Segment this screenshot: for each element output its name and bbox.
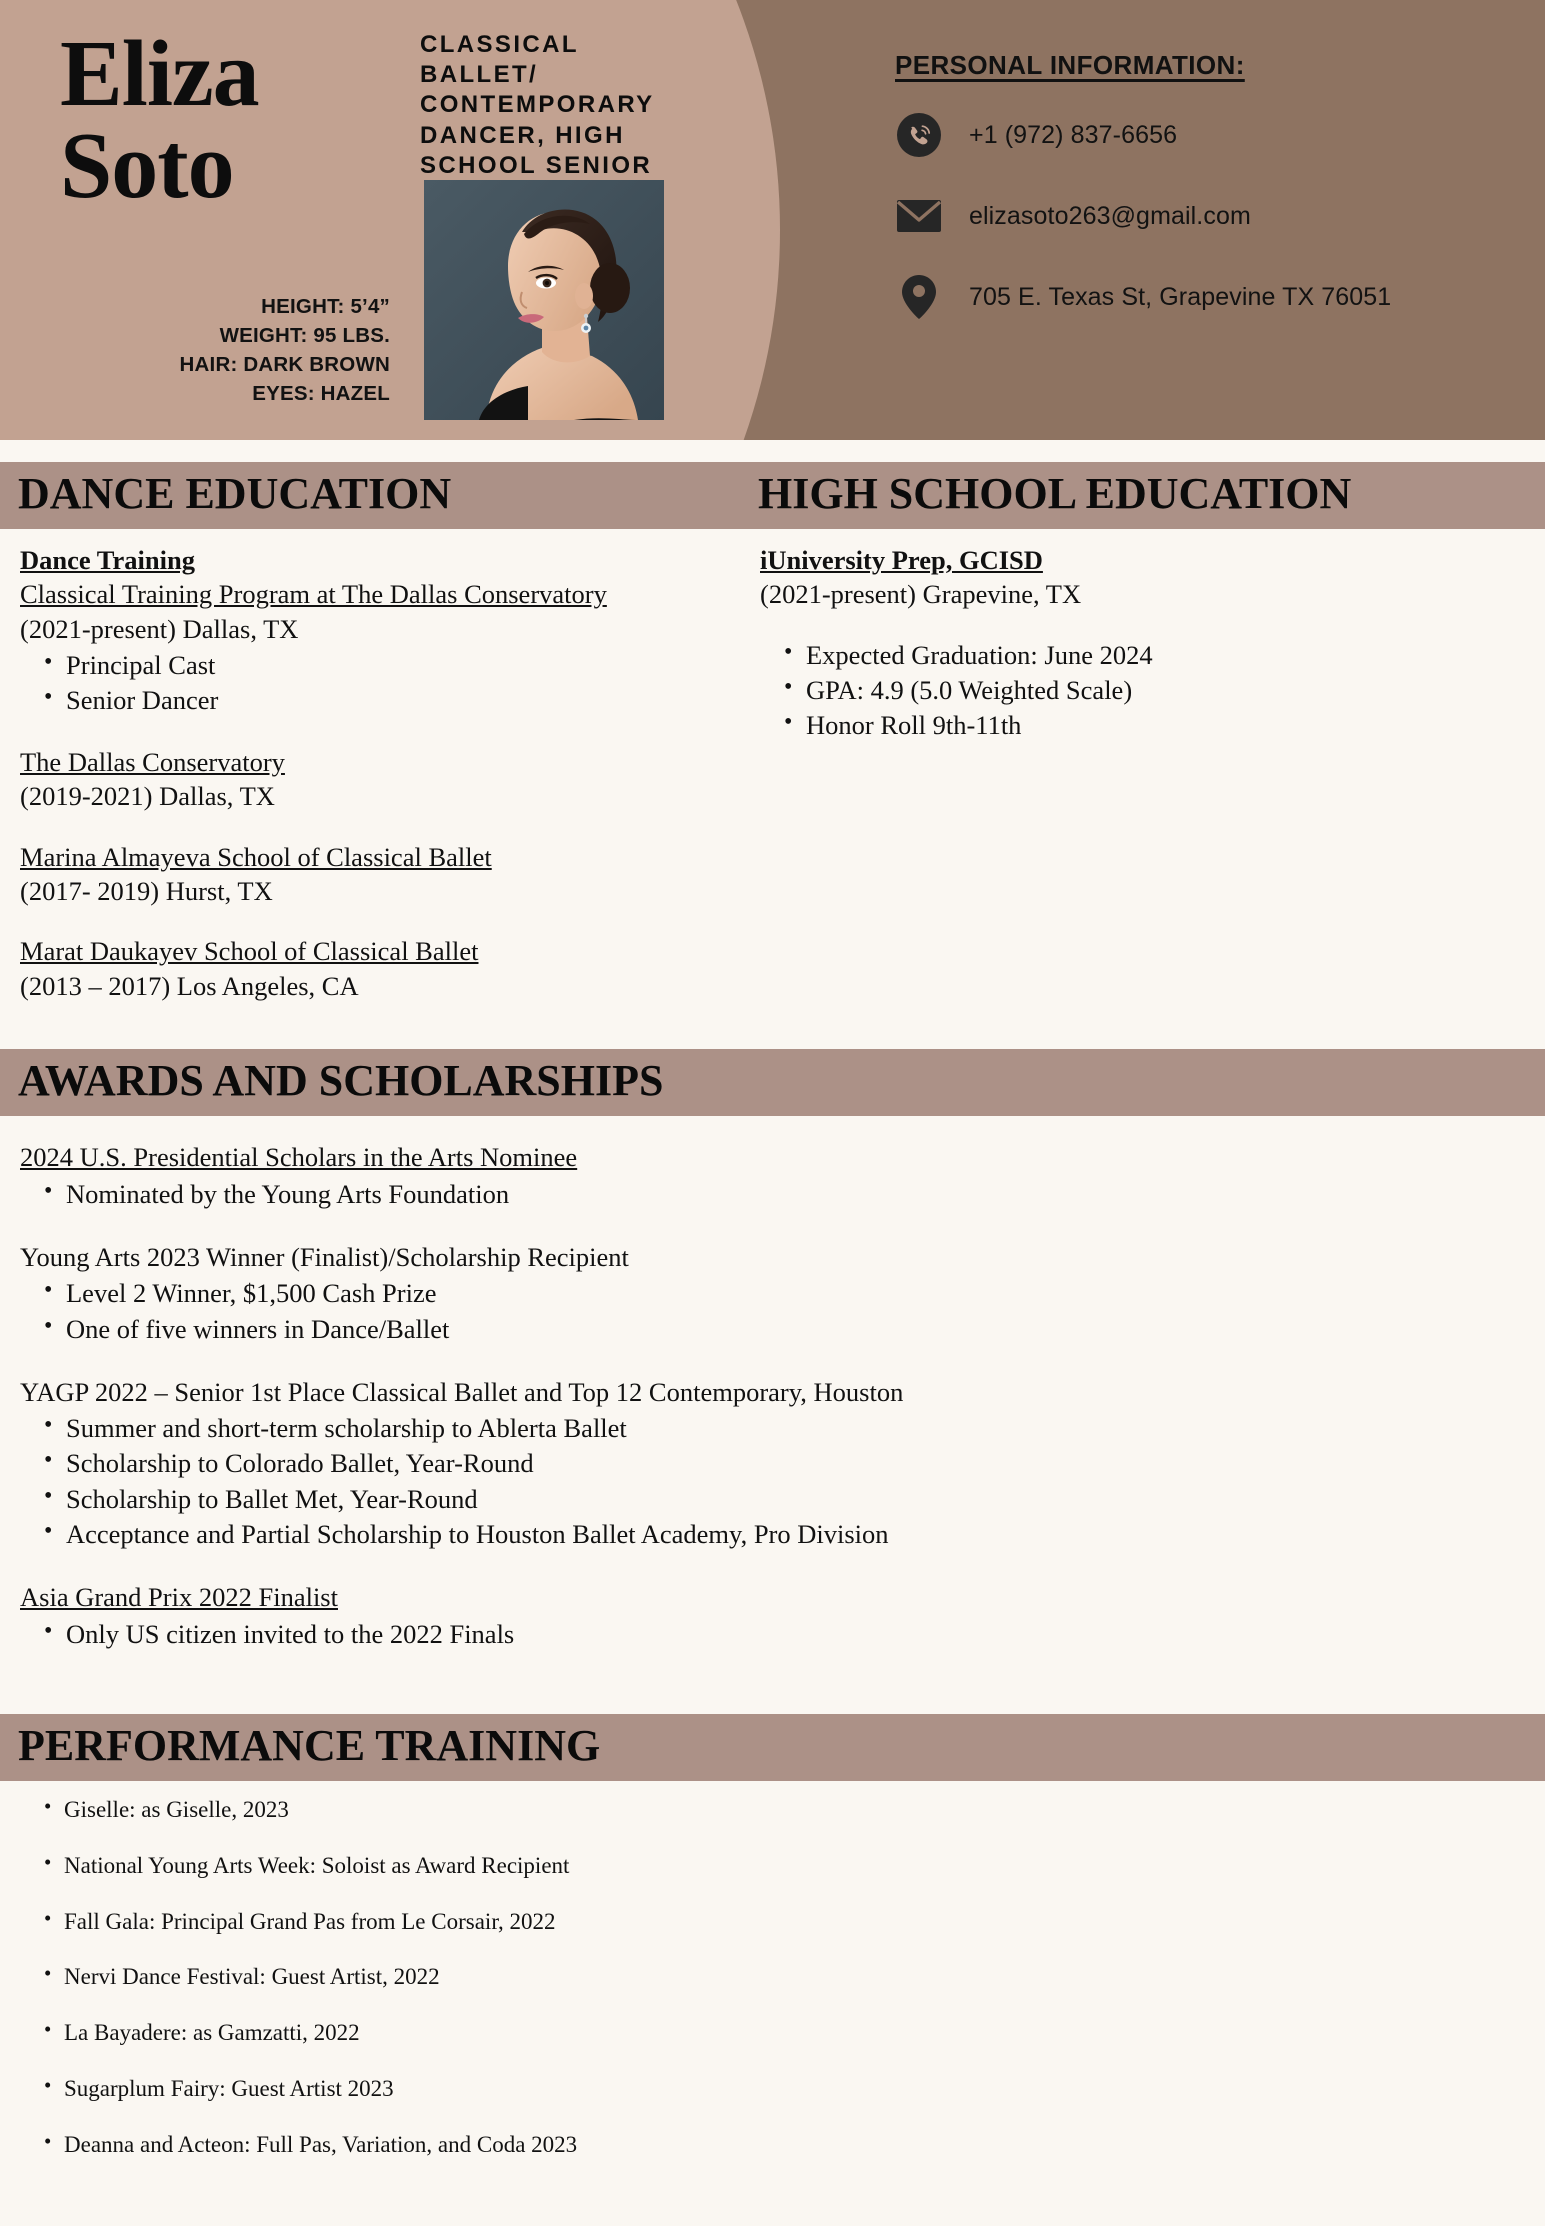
- email-icon: [895, 192, 943, 240]
- education-section-bars: [0, 462, 1545, 529]
- spacer-before-performance: [0, 1652, 1545, 1714]
- dance-entry-detail: (2021-present) Dallas, TX: [20, 613, 299, 644]
- high-school-name: iUniversity Prep, GCISD: [760, 544, 1043, 575]
- street-address: 705 E. Texas St, Grapevine TX 76051: [969, 282, 1392, 311]
- email-address: elizasoto263@gmail.com: [969, 201, 1251, 230]
- award-group: [20, 1580, 1525, 1652]
- stat-weight: WEIGHT: 95 LBS.: [219, 324, 390, 348]
- award-bullets: [20, 1411, 1525, 1552]
- dance-entry-school: Marina Almayeva School of Classical Ballet: [20, 841, 492, 872]
- list-item: • Sugarplum Fairy: Guest Artist 2023: [20, 2074, 1525, 2104]
- list-item: • Deanna and Acteon: Full Pas, Variation, and Coda 2023: [20, 2130, 1525, 2160]
- list-item: • Scholarship to Colorado Ballet, Year-Round: [20, 1446, 1525, 1481]
- award-heading: Asia Grand Prix 2022 Finalist: [20, 1582, 338, 1613]
- list-item: • Fall Gala: Principal Grand Pas from Le Corsair, 2022: [20, 1907, 1525, 1937]
- location-pin-icon: [895, 273, 943, 321]
- award-heading: 2024 U.S. Presidential Scholars in the Arts Nominee: [20, 1142, 578, 1173]
- high-school-education-title: HIGH SCHOOL EDUCATION: [758, 469, 1352, 518]
- resume-header: [0, 0, 1545, 440]
- list-item: • Only US citizen invited to the 2022 Finals: [20, 1617, 1525, 1652]
- dance-entry-detail: (2017- 2019) Hurst, TX: [20, 876, 273, 906]
- dance-entry-school: The Dallas Conservatory: [20, 746, 285, 777]
- award-group: [20, 1375, 1525, 1552]
- personal-information-title: PERSONAL INFORMATION:: [895, 50, 1245, 80]
- spacer-before-awards: [0, 1003, 1545, 1049]
- list-item: • Nervi Dance Festival: Guest Artist, 2022: [20, 1962, 1525, 1992]
- dance-entry-school: Classical Training Program at The Dallas Conservatory: [20, 579, 607, 610]
- dance-education-content: [0, 543, 740, 1003]
- award-bullets: [20, 1617, 1525, 1652]
- awards-section-bar: [0, 1049, 1545, 1116]
- high-school-detail: (2021-present) Grapevine, TX: [760, 579, 1082, 610]
- high-school-education-content: [740, 543, 1545, 1003]
- list-item: • La Bayadere: as Gamzatti, 2022: [20, 2018, 1525, 2048]
- performance-training-title: PERFORMANCE TRAINING: [18, 1720, 601, 1770]
- personal-information: [895, 50, 1515, 354]
- list-item: • Summer and short-term scholarship to Ablerta Ballet: [20, 1411, 1525, 1446]
- contact-row-address[interactable]: [895, 273, 1515, 321]
- award-group: [20, 1140, 1525, 1212]
- dance-entry-school: Marat Daukayev School of Classical Ballet: [20, 936, 479, 967]
- dance-entry: [20, 934, 720, 1003]
- stat-hair: HAIR: DARK BROWN: [179, 353, 390, 377]
- list-item: • National Young Arts Week: Soloist as Award Recipient: [20, 1851, 1525, 1881]
- spacer-after-header: [0, 440, 1545, 462]
- education-columns: [0, 529, 1545, 1003]
- headshot-photo: [424, 180, 664, 420]
- award-heading: Young Arts 2023 Winner (Finalist)/Scholarship Recipient: [20, 1241, 629, 1272]
- award-bullets: [20, 1276, 1525, 1346]
- dance-training-label: Dance Training: [20, 544, 195, 575]
- list-item: • One of five winners in Dance/Ballet: [20, 1312, 1525, 1347]
- contact-row-email[interactable]: [895, 192, 1515, 240]
- list-item: • Honor Roll 9th-11th: [760, 708, 1525, 743]
- performance-content: [0, 1781, 1545, 2226]
- list-item: • GPA: 4.9 (5.0 Weighted Scale): [760, 673, 1525, 708]
- high-school-bullets: [760, 638, 1525, 744]
- list-item: • Scholarship to Ballet Met, Year-Round: [20, 1482, 1525, 1517]
- phone-number: +1 (972) 837-6656: [969, 120, 1178, 149]
- contact-row-phone[interactable]: [895, 111, 1515, 159]
- list-item: • Nominated by the Young Arts Foundation: [20, 1177, 1525, 1212]
- dance-entry: [20, 577, 720, 718]
- stat-eyes: EYES: HAZEL: [252, 382, 390, 406]
- candidate-role: CLASSICAL BALLET/ CONTEMPORARY DANCER, HIGH SCHOOL SENIOR: [420, 31, 655, 179]
- physical-stats: [60, 292, 390, 408]
- list-item: • Giselle: as Giselle, 2023: [20, 1795, 1525, 1825]
- list-item: • Acceptance and Partial Scholarship to Houston Ballet Academy, Pro Division: [20, 1517, 1525, 1552]
- list-item: • Principal Cast: [20, 648, 720, 683]
- dance-entry: [20, 745, 720, 814]
- awards-content: [0, 1116, 1545, 1652]
- award-bullets: [20, 1177, 1525, 1212]
- stat-height: HEIGHT: 5’4”: [261, 295, 390, 318]
- phone-icon: [895, 111, 943, 159]
- name-first: Eliza: [60, 22, 259, 126]
- list-item: • Expected Graduation: June 2024: [760, 638, 1525, 673]
- award-group: [20, 1240, 1525, 1347]
- performance-list: [20, 1795, 1525, 2160]
- award-heading: YAGP 2022 – Senior 1st Place Classical Ballet and Top 12 Contemporary, Houston: [20, 1376, 904, 1407]
- list-item: • Level 2 Winner, $1,500 Cash Prize: [20, 1276, 1525, 1311]
- performance-section-bar: [0, 1714, 1545, 1781]
- dance-entry-detail: (2019-2021) Dallas, TX: [20, 781, 275, 812]
- dance-entry-bullets: [20, 648, 720, 718]
- dance-education-title: DANCE EDUCATION: [18, 469, 452, 518]
- candidate-name: [60, 22, 390, 219]
- dance-entry-detail: (2013 – 2017) Los Angeles, CA: [20, 970, 359, 1001]
- name-last: Soto: [60, 114, 234, 219]
- dance-entry: [20, 840, 720, 909]
- list-item: • Senior Dancer: [20, 683, 720, 718]
- awards-title: AWARDS AND SCHOLARSHIPS: [18, 1056, 664, 1106]
